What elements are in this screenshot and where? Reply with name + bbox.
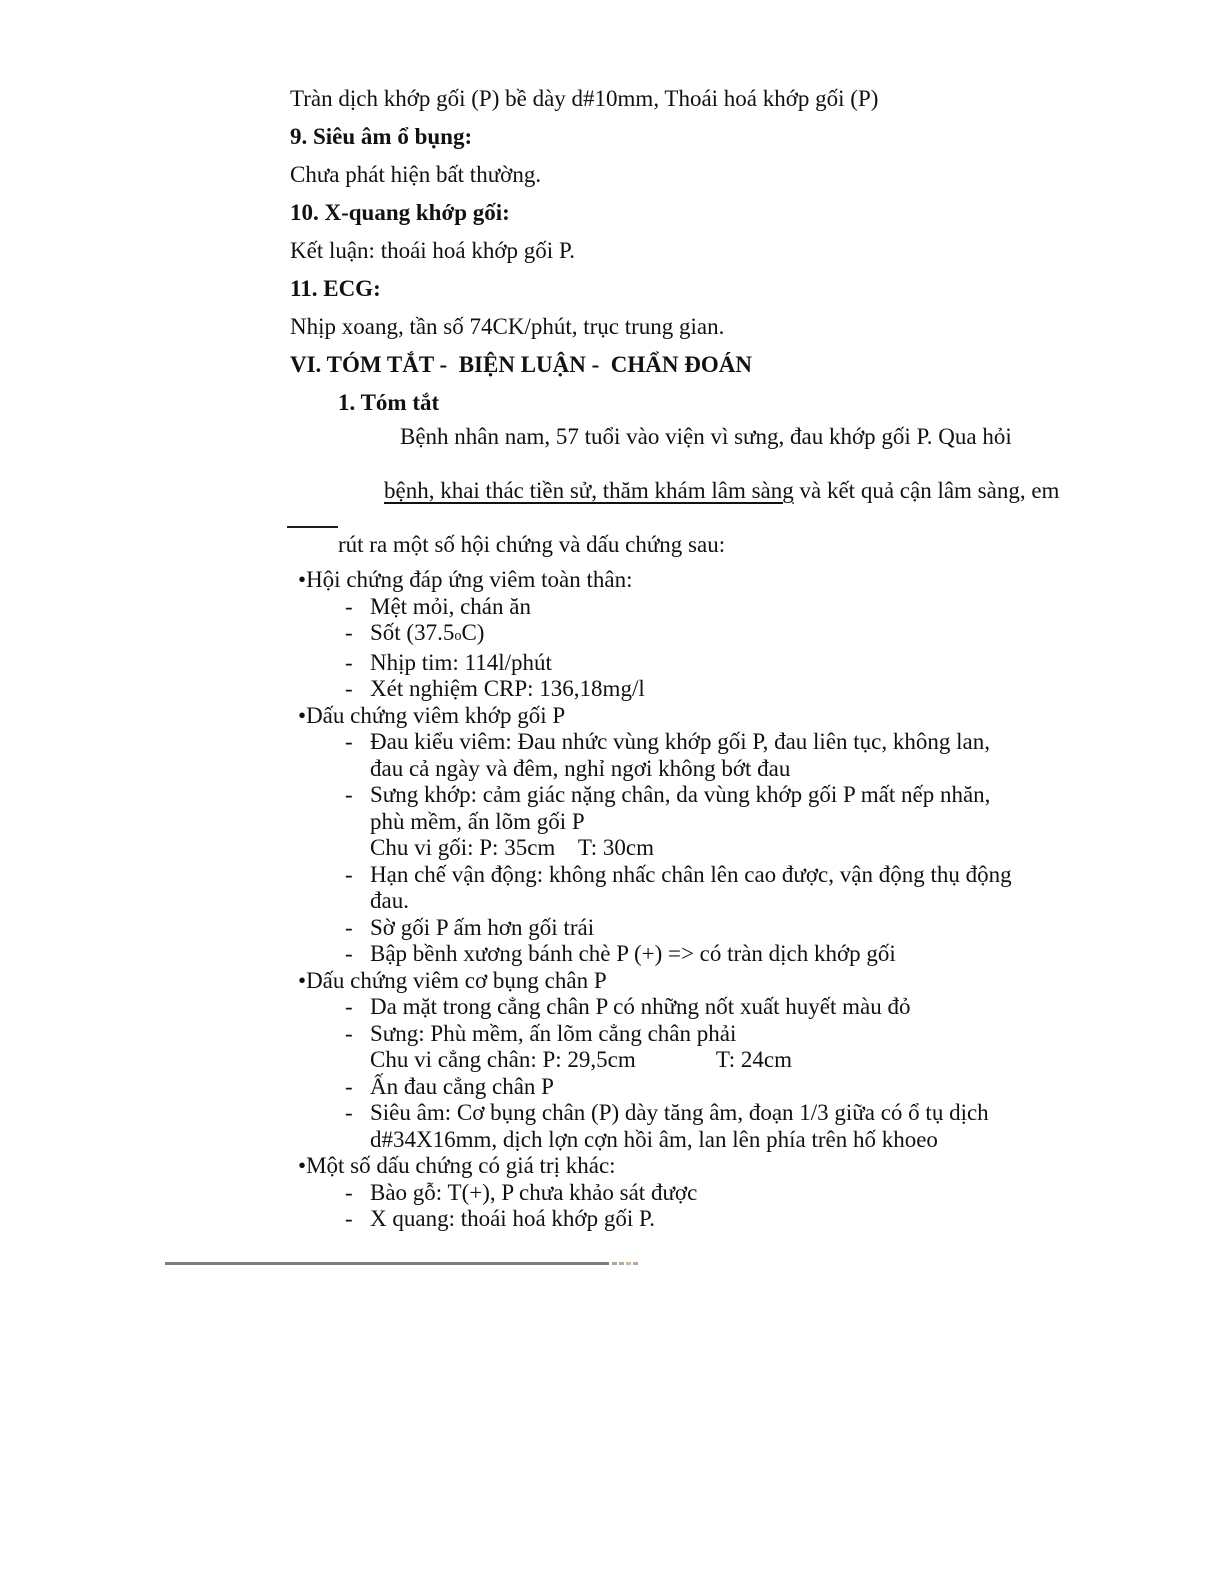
- dash-marker: -: [345, 861, 353, 887]
- section-10-body: Kết luận: thoái hoá khớp gối P.: [290, 238, 575, 263]
- scan-artifact: [612, 1262, 617, 1265]
- bullet-marker: •: [298, 567, 307, 592]
- dash-marker: -: [345, 1100, 353, 1125]
- finding-text: Sờ gối P ấm hơn gối trái: [370, 914, 595, 940]
- horizontal-rule: [165, 1262, 635, 1265]
- finding-item-continuation: [290, 1127, 1010, 1154]
- section-9-body: Chưa phát hiện bất thường.: [290, 162, 542, 187]
- paragraph-text: và kết quả cận lâm sàng, em: [793, 478, 1060, 503]
- finding-item: [290, 620, 1010, 650]
- finding-item: [290, 729, 1010, 756]
- section-11-heading: 11. ECG:: [290, 276, 381, 301]
- findings-list: [290, 567, 1010, 1233]
- finding-text: Đau kiểu viêm: Đau nhức vùng khớp gối P, đau liên tục, không lan,: [370, 729, 990, 754]
- dash-marker: -: [345, 914, 353, 940]
- finding-text: đau.: [370, 888, 409, 913]
- finding-item: [290, 650, 1010, 677]
- finding-group-title: Dấu chứng viêm cơ bụng chân P: [306, 967, 607, 993]
- finding-text: đau cả ngày và đêm, nghỉ ngơi không bớt đau: [370, 755, 791, 781]
- finding-item: [290, 1206, 1010, 1233]
- finding-text: d#34X16mm, dịch lợn cợn hồi âm, lan lên phía trên hố khoeo: [370, 1126, 938, 1152]
- finding-item: [290, 1100, 1010, 1127]
- finding-text: Xét nghiệm CRP: 136,18mg/l: [370, 676, 645, 701]
- finding-item: [290, 782, 1010, 809]
- finding-text: Mệt mỏi, chán ăn: [370, 593, 531, 619]
- finding-group-header: [290, 567, 1010, 594]
- scan-artifact: [626, 1262, 631, 1265]
- section-10-heading: 10. X-quang khớp gối:: [290, 200, 510, 225]
- dash-marker: -: [345, 1206, 353, 1231]
- finding-text: Bập bềnh xương bánh chè P (+) => có tràn dịch khớp gối: [370, 941, 896, 966]
- finding-item: [290, 1074, 1010, 1101]
- dash-marker: -: [345, 1179, 353, 1205]
- underline-lead-segment: [287, 526, 338, 528]
- underlined-text: bệnh, khai thác tiền sử, thăm khám lâm sàng: [384, 478, 794, 503]
- paragraph-line: rút ra một số hội chứng và dấu chứng sau:: [338, 532, 726, 557]
- finding-group-title: Một số dấu chứng có giá trị khác:: [306, 1153, 616, 1178]
- finding-item: [290, 594, 1010, 621]
- finding-item: [290, 941, 1010, 968]
- finding-item: [290, 994, 1010, 1021]
- bullet-marker: •: [298, 702, 307, 728]
- section-11-body: Nhịp xoang, tần số 74CK/phút, trục trung gian.: [290, 314, 725, 339]
- ultrasound-knee-result: Tràn dịch khớp gối (P) bề dày d#10mm, Thoái hoá khớp gối (P): [290, 86, 879, 111]
- finding-text: Sốt (37.5: [370, 620, 455, 645]
- bullet-marker: •: [298, 1153, 307, 1178]
- dash-marker: -: [345, 994, 353, 1019]
- finding-text: C): [461, 620, 485, 645]
- finding-item: [290, 915, 1010, 942]
- finding-text: phù mềm, ấn lõm gối P: [370, 808, 585, 834]
- summary-subheading: 1. Tóm tắt: [338, 390, 440, 415]
- horizontal-rule-bar: [165, 1262, 609, 1265]
- dash-marker: -: [345, 941, 353, 966]
- finding-item: [290, 676, 1010, 703]
- finding-text: Sưng: Phù mềm, ấn lõm cẳng chân phải: [370, 1020, 737, 1046]
- finding-text: Da mặt trong cẳng chân P có những nốt xuất huyết màu đỏ: [370, 994, 911, 1019]
- scan-artifact: [633, 1262, 638, 1265]
- finding-text: Chu vi cẳng chân: P: 29,5cm T: 24cm: [370, 1047, 792, 1072]
- finding-text: Nhịp tim: 114l/phút: [370, 649, 552, 675]
- dash-marker: -: [345, 649, 353, 675]
- summary-main-heading: VI. TÓM TẮT - BIỆN LUẬN - CHẨN ĐOÁN: [290, 352, 752, 377]
- dash-marker: -: [345, 729, 353, 754]
- finding-text: X quang: thoái hoá khớp gối P.: [370, 1206, 655, 1231]
- finding-text: Sưng khớp: cảm giác nặng chân, da vùng khớp gối P mất nếp nhăn,: [370, 782, 991, 807]
- dash-marker: -: [345, 1073, 353, 1099]
- finding-item-continuation: [290, 756, 1010, 783]
- finding-group-title: Hội chứng đáp ứng viêm toàn thân:: [306, 567, 633, 592]
- finding-text: Hạn chế vận động: không nhấc chân lên cao được, vận động thụ động: [370, 861, 1012, 887]
- dash-marker: -: [345, 620, 353, 645]
- degree-subscript: o: [454, 628, 462, 644]
- dash-marker: -: [345, 1020, 353, 1046]
- finding-item: [290, 1180, 1010, 1207]
- finding-text: Siêu âm: Cơ bụng chân (P) dày tăng âm, đoạn 1/3 giữa có ổ tụ dịch: [370, 1100, 989, 1125]
- finding-group-title: Dấu chứng viêm khớp gối P: [306, 702, 566, 728]
- finding-item-continuation: [290, 888, 1010, 915]
- summary-paragraph: [338, 423, 1060, 558]
- finding-item-continuation: [290, 1047, 1010, 1074]
- finding-item: [290, 862, 1010, 889]
- dash-marker: -: [345, 593, 353, 619]
- document-content: [290, 85, 1060, 1233]
- dash-marker: -: [345, 782, 353, 807]
- paragraph-line: Bệnh nhân nam, 57 tuổi vào viện vì sưng, đau khớp gối P. Qua hỏi: [400, 424, 1012, 449]
- scan-artifact: [619, 1262, 624, 1265]
- section-9-heading: 9. Siêu âm ổ bụng:: [290, 124, 473, 149]
- finding-text: Bào gỗ: T(+), P chưa khảo sát được: [370, 1179, 698, 1205]
- finding-group-header: [290, 703, 1010, 730]
- dash-marker: -: [345, 676, 353, 701]
- paragraph-line: [338, 450, 1060, 531]
- finding-group-header: [290, 968, 1010, 995]
- finding-item-continuation: [290, 835, 1010, 862]
- bullet-marker: •: [298, 967, 307, 993]
- finding-text: Chu vi gối: P: 35cm T: 30cm: [370, 835, 655, 860]
- finding-item-continuation: [290, 809, 1010, 836]
- finding-item: [290, 1021, 1010, 1048]
- finding-text: Ấn đau cẳng chân P: [370, 1073, 554, 1099]
- finding-group-header: [290, 1153, 1010, 1180]
